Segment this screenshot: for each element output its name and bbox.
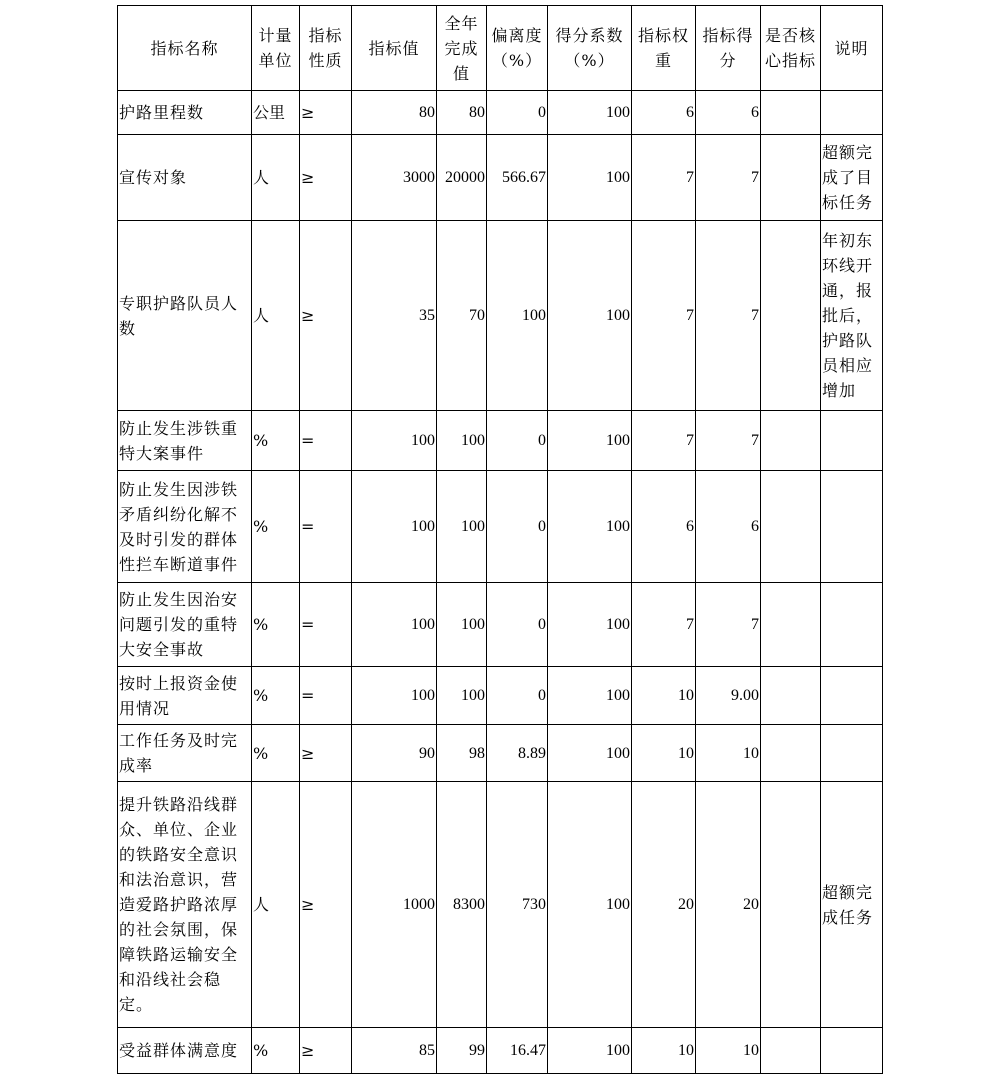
deviation-value: 0 — [487, 583, 548, 667]
header-nature: 指标性质 — [300, 6, 352, 91]
performance-indicator-table — [117, 5, 883, 1074]
coefficient-value: 100 — [548, 471, 632, 583]
target-value: 90 — [352, 725, 437, 782]
actual-value: 70 — [437, 221, 487, 411]
table-row — [118, 725, 883, 782]
note-cell: 年初东环线开通，报批后，护路队员相应增加 — [821, 221, 883, 411]
note-cell — [821, 725, 883, 782]
note-cell — [821, 411, 883, 471]
core-indicator-cell — [761, 782, 821, 1028]
coefficient-value: 100 — [548, 725, 632, 782]
deviation-value: 100 — [487, 221, 548, 411]
indicator-name: 护路里程数 — [118, 91, 252, 135]
target-value: 85 — [352, 1028, 437, 1074]
unit-cell: 人 — [252, 782, 300, 1028]
weight-value: 7 — [632, 411, 696, 471]
nature-cell: ≥ — [300, 135, 352, 221]
coefficient-value: 100 — [548, 782, 632, 1028]
nature-cell: ≥ — [300, 91, 352, 135]
indicator-name: 提升铁路沿线群众、单位、企业的铁路安全意识和法治意识，营造爱路护路浓厚的社会氛围，保障铁路运输安全和沿线社会稳定。 — [118, 782, 252, 1028]
target-value: 100 — [352, 583, 437, 667]
actual-value: 100 — [437, 583, 487, 667]
actual-value: 100 — [437, 411, 487, 471]
unit-cell: % — [252, 411, 300, 471]
score-value: 7 — [696, 583, 761, 667]
unit-cell: % — [252, 583, 300, 667]
table-row — [118, 782, 883, 1028]
target-value: 100 — [352, 411, 437, 471]
coefficient-value: 100 — [548, 91, 632, 135]
core-indicator-cell — [761, 583, 821, 667]
indicator-name: 按时上报资金使用情况 — [118, 667, 252, 725]
indicator-name: 受益群体满意度 — [118, 1028, 252, 1074]
score-value: 6 — [696, 471, 761, 583]
score-value: 6 — [696, 91, 761, 135]
target-value: 35 — [352, 221, 437, 411]
deviation-value: 16.47 — [487, 1028, 548, 1074]
header-actual-value: 全年完成值 — [437, 6, 487, 91]
note-cell — [821, 1028, 883, 1074]
core-indicator-cell — [761, 667, 821, 725]
core-indicator-cell — [761, 471, 821, 583]
table-row — [118, 1028, 883, 1074]
core-indicator-cell — [761, 91, 821, 135]
note-cell — [821, 91, 883, 135]
header-score-coefficient: 得分系数（%） — [548, 6, 632, 91]
table-row — [118, 135, 883, 221]
indicator-name: 防止发生因治安问题引发的重特大安全事故 — [118, 583, 252, 667]
target-value: 1000 — [352, 782, 437, 1028]
actual-value: 8300 — [437, 782, 487, 1028]
weight-value: 20 — [632, 782, 696, 1028]
actual-value: 20000 — [437, 135, 487, 221]
unit-cell: % — [252, 1028, 300, 1074]
weight-value: 10 — [632, 667, 696, 725]
unit-cell: % — [252, 471, 300, 583]
header-score: 指标得分 — [696, 6, 761, 91]
weight-value: 7 — [632, 135, 696, 221]
note-cell: 超额完成了目标任务 — [821, 135, 883, 221]
note-cell — [821, 667, 883, 725]
coefficient-value: 100 — [548, 1028, 632, 1074]
table-row — [118, 583, 883, 667]
note-cell — [821, 471, 883, 583]
deviation-value: 0 — [487, 91, 548, 135]
unit-cell: % — [252, 667, 300, 725]
header-deviation: 偏离度（%） — [487, 6, 548, 91]
score-value: 9.00 — [696, 667, 761, 725]
coefficient-value: 100 — [548, 583, 632, 667]
nature-cell: = — [300, 411, 352, 471]
table-row — [118, 91, 883, 135]
nature-cell: = — [300, 667, 352, 725]
header-core-indicator: 是否核心指标 — [761, 6, 821, 91]
coefficient-value: 100 — [548, 411, 632, 471]
actual-value: 100 — [437, 667, 487, 725]
table-row — [118, 221, 883, 411]
nature-cell: ≥ — [300, 725, 352, 782]
header-row — [118, 6, 883, 91]
core-indicator-cell — [761, 1028, 821, 1074]
score-value: 7 — [696, 411, 761, 471]
actual-value: 98 — [437, 725, 487, 782]
header-weight: 指标权重 — [632, 6, 696, 91]
weight-value: 7 — [632, 221, 696, 411]
score-value: 10 — [696, 1028, 761, 1074]
unit-cell: 人 — [252, 135, 300, 221]
indicator-name: 防止发生涉铁重特大案事件 — [118, 411, 252, 471]
nature-cell: ≥ — [300, 221, 352, 411]
actual-value: 80 — [437, 91, 487, 135]
indicator-name: 防止发生因涉铁矛盾纠纷化解不及时引发的群体性拦车断道事件 — [118, 471, 252, 583]
header-indicator-name: 指标名称 — [118, 6, 252, 91]
deviation-value: 0 — [487, 411, 548, 471]
core-indicator-cell — [761, 725, 821, 782]
note-cell: 超额完成任务 — [821, 782, 883, 1028]
core-indicator-cell — [761, 411, 821, 471]
coefficient-value: 100 — [548, 667, 632, 725]
core-indicator-cell — [761, 135, 821, 221]
coefficient-value: 100 — [548, 135, 632, 221]
target-value: 100 — [352, 667, 437, 725]
weight-value: 7 — [632, 583, 696, 667]
deviation-value: 730 — [487, 782, 548, 1028]
coefficient-value: 100 — [548, 221, 632, 411]
unit-cell: 公里 — [252, 91, 300, 135]
core-indicator-cell — [761, 221, 821, 411]
nature-cell: ≥ — [300, 1028, 352, 1074]
score-value: 7 — [696, 135, 761, 221]
actual-value: 99 — [437, 1028, 487, 1074]
unit-cell: 人 — [252, 221, 300, 411]
target-value: 100 — [352, 471, 437, 583]
table-row — [118, 667, 883, 725]
deviation-value: 566.67 — [487, 135, 548, 221]
score-value: 10 — [696, 725, 761, 782]
indicator-name: 宣传对象 — [118, 135, 252, 221]
unit-cell: % — [252, 725, 300, 782]
deviation-value: 0 — [487, 667, 548, 725]
target-value: 80 — [352, 91, 437, 135]
header-unit: 计量单位 — [252, 6, 300, 91]
deviation-value: 0 — [487, 471, 548, 583]
header-note: 说明 — [821, 6, 883, 91]
target-value: 3000 — [352, 135, 437, 221]
deviation-value: 8.89 — [487, 725, 548, 782]
weight-value: 10 — [632, 1028, 696, 1074]
weight-value: 6 — [632, 471, 696, 583]
nature-cell: = — [300, 583, 352, 667]
score-value: 7 — [696, 221, 761, 411]
note-cell — [821, 583, 883, 667]
table-row — [118, 411, 883, 471]
weight-value: 6 — [632, 91, 696, 135]
nature-cell: ≥ — [300, 782, 352, 1028]
table-row — [118, 471, 883, 583]
score-value: 20 — [696, 782, 761, 1028]
header-target-value: 指标值 — [352, 6, 437, 91]
indicator-name: 专职护路队员人数 — [118, 221, 252, 411]
actual-value: 100 — [437, 471, 487, 583]
nature-cell: = — [300, 471, 352, 583]
indicator-name: 工作任务及时完成率 — [118, 725, 252, 782]
weight-value: 10 — [632, 725, 696, 782]
